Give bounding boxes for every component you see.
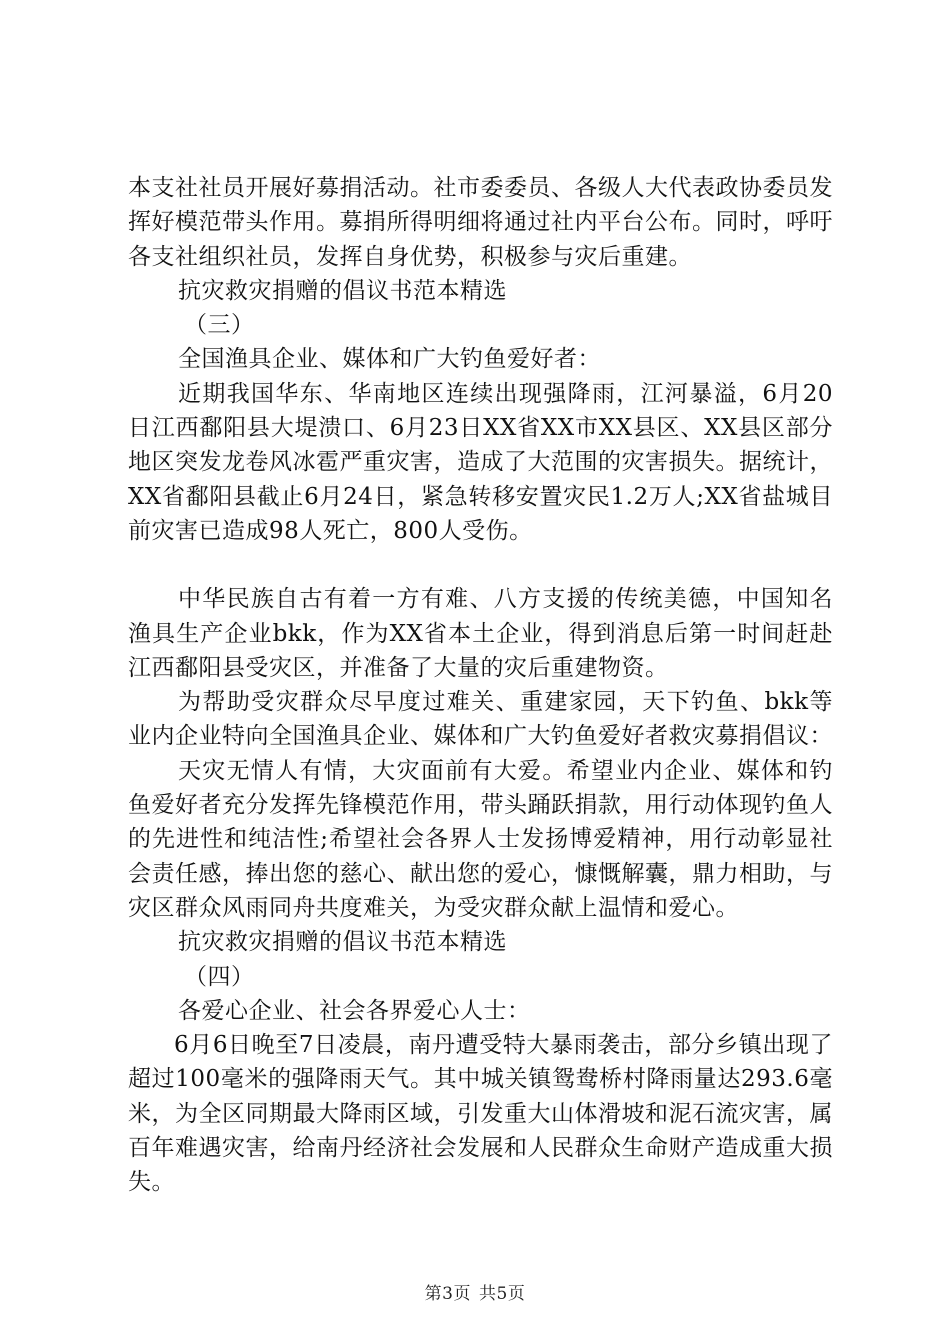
section-title: 抗灾救灾捐赠的倡议书范本精选 <box>178 277 507 304</box>
section-number: （四） <box>184 963 255 990</box>
document-body <box>128 171 833 1200</box>
page-number: 第3页 <box>424 1284 471 1304</box>
paragraph-gap <box>128 548 833 582</box>
salutation: 全国渔具企业、媒体和广大钓鱼爱好者： <box>178 346 601 373</box>
paragraph-continuation: 本支社社员开展好募捐活动。社市委委员、各级人大代表政协委员发挥好模范带头作用。募捐所得明细将通过社内平台公布。同时，呼吁各支社组织社员，发挥自身优势，积极参与灾后重建。 <box>128 175 833 270</box>
paragraph-body: 为帮助受灾群众尽早度过难关、重建家园，天下钓鱼、bkk等业内企业特向全国渔具企业、媒体和广大钓鱼爱好者救灾募捐倡议： <box>128 689 833 750</box>
paragraph-body: 6月6日晚至7日凌晨，南丹遭受特大暴雨袭击，部分乡镇出现了超过100毫米的强降雨天气。其中城关镇鸳鸯桥村降雨量达293.6毫米，为全区同期最大降雨区域，引发重大山体滑坡和泥石流灾害，属百年难遇灾害，给南丹经济社会发展和人民群众生命财产造成重大损失。 <box>128 1032 833 1196</box>
page-footer <box>0 1279 950 1304</box>
section-title: 抗灾救灾捐赠的倡议书范本精选 <box>178 929 507 956</box>
paragraph-body: 天灾无情人有情，大灾面前有大爱。希望业内企业、媒体和钓鱼爱好者充分发挥先锋模范作用，带头踊跃捐款，用行动体现钓鱼人的先进性和纯洁性;希望社会各界人士发扬博爱精神，用行动彰显社会责任感，捧出您的慈心、献出您的爱心，慷慨解囊，鼎力相助，与灾区群众风雨同舟共度难关，为受灾群众献上温情和爱心。 <box>128 757 833 921</box>
paragraph-body: 近期我国华东、华南地区连续出现强降雨，江河暴溢，6月20日江西鄱阳县大堤溃口、6月23日XX省XX市XX县区、XX县区部分地区突发龙卷风冰雹严重灾害，造成了大范围的灾害损失。据统计，XX省鄱阳县截止6月24日，紧急转移安置灾民1.2万人;XX省盐城目前灾害已造成98人死亡，800人受伤。 <box>128 380 833 544</box>
salutation: 各爱心企业、社会各界爱心人士： <box>178 997 531 1024</box>
paragraph-body: 中华民族自古有着一方有难、八方支援的传统美德，中国知名渔具生产企业bkk，作为XX省本土企业，得到消息后第一时间赶赴江西鄱阳县受灾区，并准备了大量的灾后重建物资。 <box>128 586 833 681</box>
page-total: 共5页 <box>479 1284 526 1304</box>
section-number: （三） <box>184 312 255 339</box>
